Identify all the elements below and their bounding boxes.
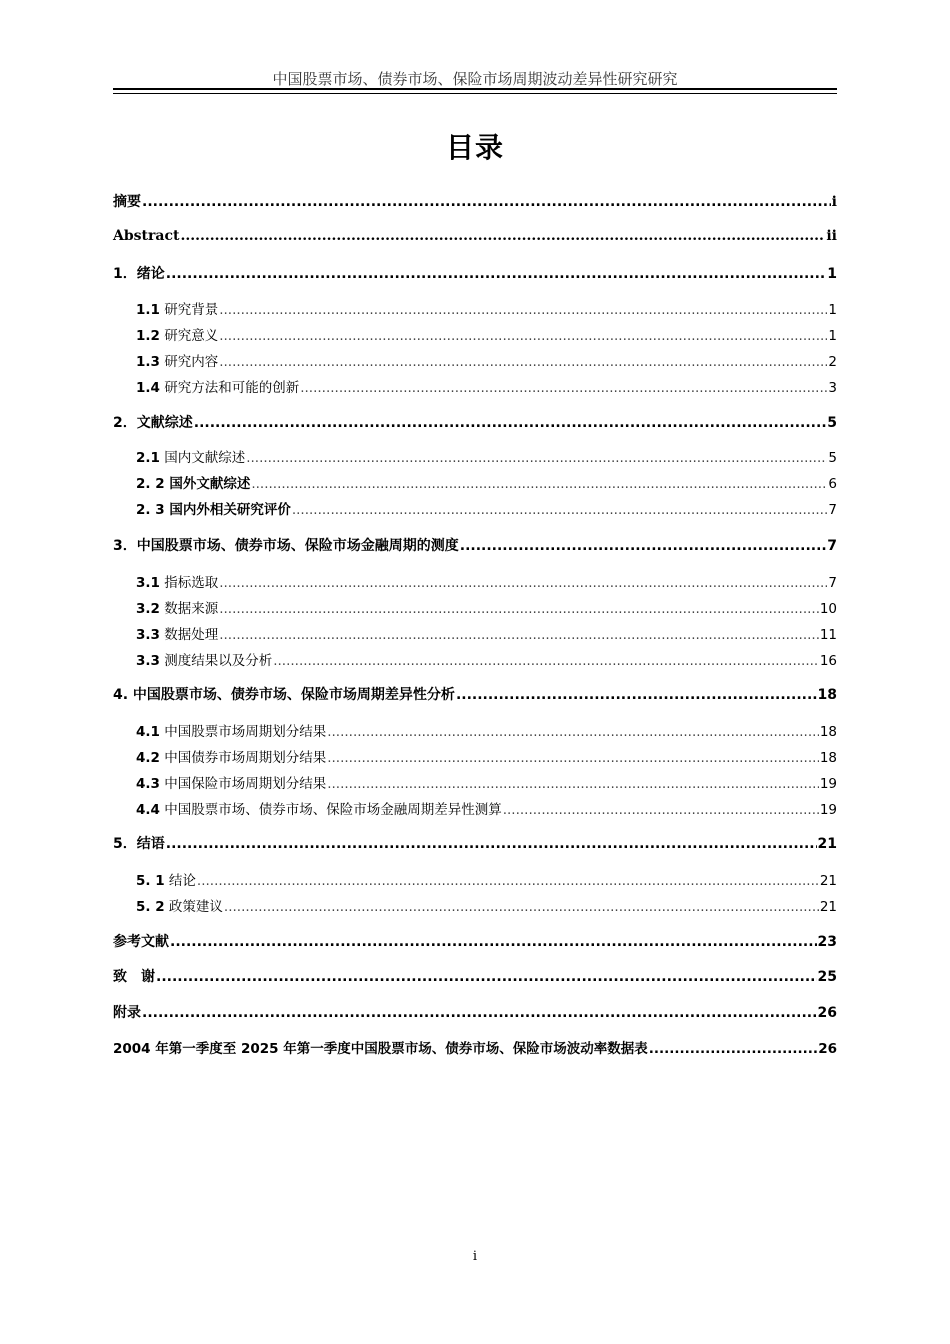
leader-dots [246,450,827,466]
toc-label: 3．中国股票市场、债券市场、保险市场金融周期的测度 [113,538,459,554]
toc-number: 3.3 [136,653,160,669]
toc-label: 致 谢 [113,969,155,985]
toc-number: 4.4 [136,802,160,818]
toc-number: 1.1 [136,302,160,318]
leader-dots [292,502,828,518]
toc-label: 数据来源 [164,601,219,617]
toc-page: 3 [828,380,837,396]
toc-page: 7 [827,538,837,554]
leader-dots [194,415,827,431]
toc-page: 18 [819,724,837,740]
toc-label: 研究内容 [164,354,219,370]
toc-number: 5. 2 [136,899,165,915]
toc-entry-1-1[interactable] [136,298,837,318]
toc-label: 2．文献综述 [113,415,193,431]
toc-entry-5-1[interactable] [136,869,837,889]
toc-label: Abstract [113,228,180,244]
toc-page: i [831,194,837,210]
toc-label: 参考文献 [113,934,169,950]
toc-entry-3-1[interactable] [136,571,837,591]
leader-dots [273,653,819,669]
toc-label: 5．结语 [113,836,165,852]
toc-page: 11 [819,627,837,643]
leader-dots [300,380,827,396]
leader-dots [219,627,819,643]
toc-page: 10 [819,601,837,617]
toc-page: 7 [828,575,837,591]
leader-dots [649,1041,817,1057]
toc-label: 国外文献综述 [169,476,251,492]
toc-page: 25 [817,969,837,985]
toc-label: 4. 中国股票市场、债券市场、保险市场周期差异性分析 [113,687,455,703]
toc-page: 19 [819,776,837,792]
leader-dots [170,934,817,950]
leader-dots [456,687,817,703]
toc-page: 21 [817,836,837,852]
toc-label: 数据处理 [164,627,219,643]
toc-page: 21 [819,873,837,889]
toc-label: 国内文献综述 [164,450,246,466]
page-number: i [472,1249,478,1264]
leader-dots [197,873,819,889]
toc-number: 3.2 [136,601,160,617]
toc-entry-appendix[interactable] [113,1002,837,1022]
toc-entry-chapter-2[interactable] [113,412,837,432]
toc-page: 2 [828,354,837,370]
toc-entry-4-3[interactable] [136,772,837,792]
toc-entry-chapter-3[interactable] [113,535,837,555]
leader-dots [156,969,817,985]
leader-dots [219,601,819,617]
leader-dots [219,302,827,318]
toc-number: 2. 2 [136,476,165,492]
toc-label: 附录 [113,1005,141,1021]
toc-page: 1 [828,302,837,318]
toc-entry-4-2[interactable] [136,746,837,766]
leader-dots [219,575,827,591]
toc-label: 摘要 [113,194,141,210]
leader-dots [166,836,817,852]
toc-entry-3-2[interactable] [136,597,837,617]
page-title: 目录 [445,131,504,164]
toc-number: 4.2 [136,750,160,766]
toc-page: 26 [818,1041,837,1057]
toc-number: 4.1 [136,724,160,740]
toc-page: 23 [817,934,837,950]
toc-label: 测度结果以及分析 [164,653,273,669]
toc-page: 18 [819,750,837,766]
toc-page: 7 [828,502,837,518]
running-title: 中国股票市场、债券市场、保险市场周期波动差异性研究研究 [272,70,678,88]
toc-number: 5. 1 [136,873,165,889]
toc-number: 4.3 [136,776,160,792]
toc-number: 2. 3 [136,502,165,518]
toc-label: 结论 [168,873,196,889]
toc-number: 1.3 [136,354,160,370]
toc-entry-5-2[interactable] [136,895,837,915]
toc-page: 26 [817,1005,837,1021]
leader-dots [219,328,827,344]
header-rule [113,88,837,94]
toc-label: 研究背景 [164,302,219,318]
toc-label: 1．绪论 [113,266,165,282]
toc-number: 2.1 [136,450,160,466]
toc-entry-appendix-table[interactable] [113,1037,837,1057]
toc-label: 中国股票市场、债券市场、保险市场金融周期差异性测算 [164,802,502,818]
leader-dots [180,228,825,244]
toc-entry-chapter-5[interactable] [113,833,837,853]
leader-dots [460,538,827,554]
toc-entry-acknowledgements[interactable] [113,966,837,986]
leader-dots [219,354,827,370]
toc-page: 16 [819,653,837,669]
toc-page: 18 [817,687,837,703]
toc-entry-2-1[interactable] [136,446,837,466]
toc-entry-chapter-1[interactable] [113,263,837,283]
toc-number: 1.2 [136,328,160,344]
toc-label: 中国股票市场周期划分结果 [164,724,327,740]
toc-entry-4-4[interactable] [136,798,837,818]
toc-label: 指标选取 [164,575,219,591]
leader-dots [327,750,819,766]
toc-label: 研究方法和可能的创新 [164,380,300,396]
toc-label: 政策建议 [168,899,223,915]
toc-entry-2-2[interactable] [136,472,837,492]
toc-label: 中国保险市场周期划分结果 [164,776,327,792]
toc-page: 5 [828,450,837,466]
toc-page: 5 [827,415,837,431]
toc-entry-3-3-results[interactable] [136,649,837,669]
toc-label: 中国债券市场周期划分结果 [164,750,327,766]
toc-entry-1-4[interactable] [136,376,837,396]
toc-label: 2004 年第一季度至 2025 年第一季度中国股票市场、债券市场、保险市场波动率数据表 [113,1041,648,1057]
leader-dots [503,802,819,818]
leader-dots [224,899,819,915]
toc-entry-4-1[interactable] [136,720,837,740]
toc-page: 1 [828,328,837,344]
toc-page: 19 [819,802,837,818]
leader-dots [251,476,827,492]
toc-entry-abstract-en[interactable] [113,228,837,244]
toc-entry-abstract-cn[interactable] [113,191,837,211]
toc-entry-2-3[interactable] [136,498,837,518]
toc-label: 国内外相关研究评价 [169,502,291,518]
leader-dots [142,194,831,210]
leader-dots [142,1005,817,1021]
toc-entry-1-2[interactable] [136,324,837,344]
toc-page: 6 [828,476,837,492]
toc-number: 3.1 [136,575,160,591]
toc-number: 3.3 [136,627,160,643]
toc-entry-3-3-processing[interactable] [136,623,837,643]
toc-page: 21 [819,899,837,915]
toc-label: 研究意义 [164,328,219,344]
leader-dots [327,776,819,792]
toc-entry-1-3[interactable] [136,350,837,370]
leader-dots [166,266,827,282]
leader-dots [327,724,819,740]
toc-page: 1 [827,266,837,282]
toc-page: ii [826,228,837,244]
toc-entry-chapter-4[interactable] [113,684,837,704]
toc-number: 1.4 [136,380,160,396]
toc-entry-references[interactable] [113,931,837,951]
